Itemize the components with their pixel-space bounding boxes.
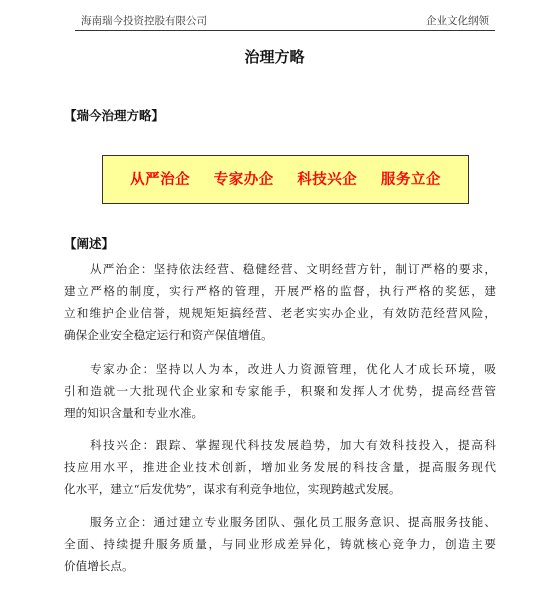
section-heading-explanation: 【阐述】: [64, 236, 115, 251]
motto-box: [102, 155, 469, 204]
paragraph-technology-driven: [64, 434, 496, 500]
document-type: 企业文化纲领: [426, 15, 489, 27]
paragraph-line: 化水平，建立“后发优势”，谋求有利竞争地位，实现跨越式发展。: [64, 482, 401, 496]
paragraph-line: 理的知识含量和专业水准。: [64, 406, 204, 420]
paragraph-line: 从严治企：坚持依法经营、稳健经营、文明经营方针，制订严格的要求，: [90, 262, 496, 276]
paragraph-line: 价值增长点。: [64, 559, 134, 573]
company-name: 海南瑞今投资控股有限公司: [81, 15, 207, 27]
paragraph-line: 确保企业安全稳定运行和资产保值增值。: [64, 328, 273, 342]
paragraph-expert-management: [64, 358, 496, 424]
paragraph-line: 建立严格的制度，实行严格的管理，开展严格的监督，执行严格的奖惩，建: [64, 284, 496, 298]
paragraph-line: 科技兴企：跟踪、掌握现代科技发展趋势，加大有效科技投入，提高科: [90, 438, 496, 452]
paragraph-line: 服务立企：通过建立专业服务团队、强化员工服务意识、提高服务技能、: [90, 515, 496, 529]
paragraph-strict-governance: [64, 258, 496, 346]
page-title: 治理方略: [244, 48, 305, 66]
motto-service-based: 服务立企: [380, 171, 441, 188]
page-header: [75, 8, 495, 31]
paragraph-line: 引和造就一大批现代企业家和专家能手，积聚和发挥人才优势，提高经营管: [64, 384, 496, 398]
paragraph-line: 全面、持续提升服务质量，与同业形成差异化，铸就核心竞争力，创造主要: [64, 537, 496, 551]
paragraph-line: 专家办企：坚持以人为本，改进人力资源管理，优化人才成长环境，吸: [90, 362, 496, 376]
motto-technology-driven: 科技兴企: [297, 171, 358, 188]
paragraph-line: 立和维护企业信誉，规规矩矩搞经营、老老实实办企业，有效防范经营风险，: [64, 306, 496, 320]
motto-strict-governance: 从严治企: [130, 171, 191, 188]
motto-expert-management: 专家办企: [213, 171, 274, 188]
paragraph-line: 技应用水平，推进企业技术创新，增加业务发展的科技含量，提高服务现代: [64, 460, 496, 474]
paragraph-service-based: [64, 511, 496, 577]
section-heading-strategy: 【瑞今治理方略】: [64, 108, 165, 123]
